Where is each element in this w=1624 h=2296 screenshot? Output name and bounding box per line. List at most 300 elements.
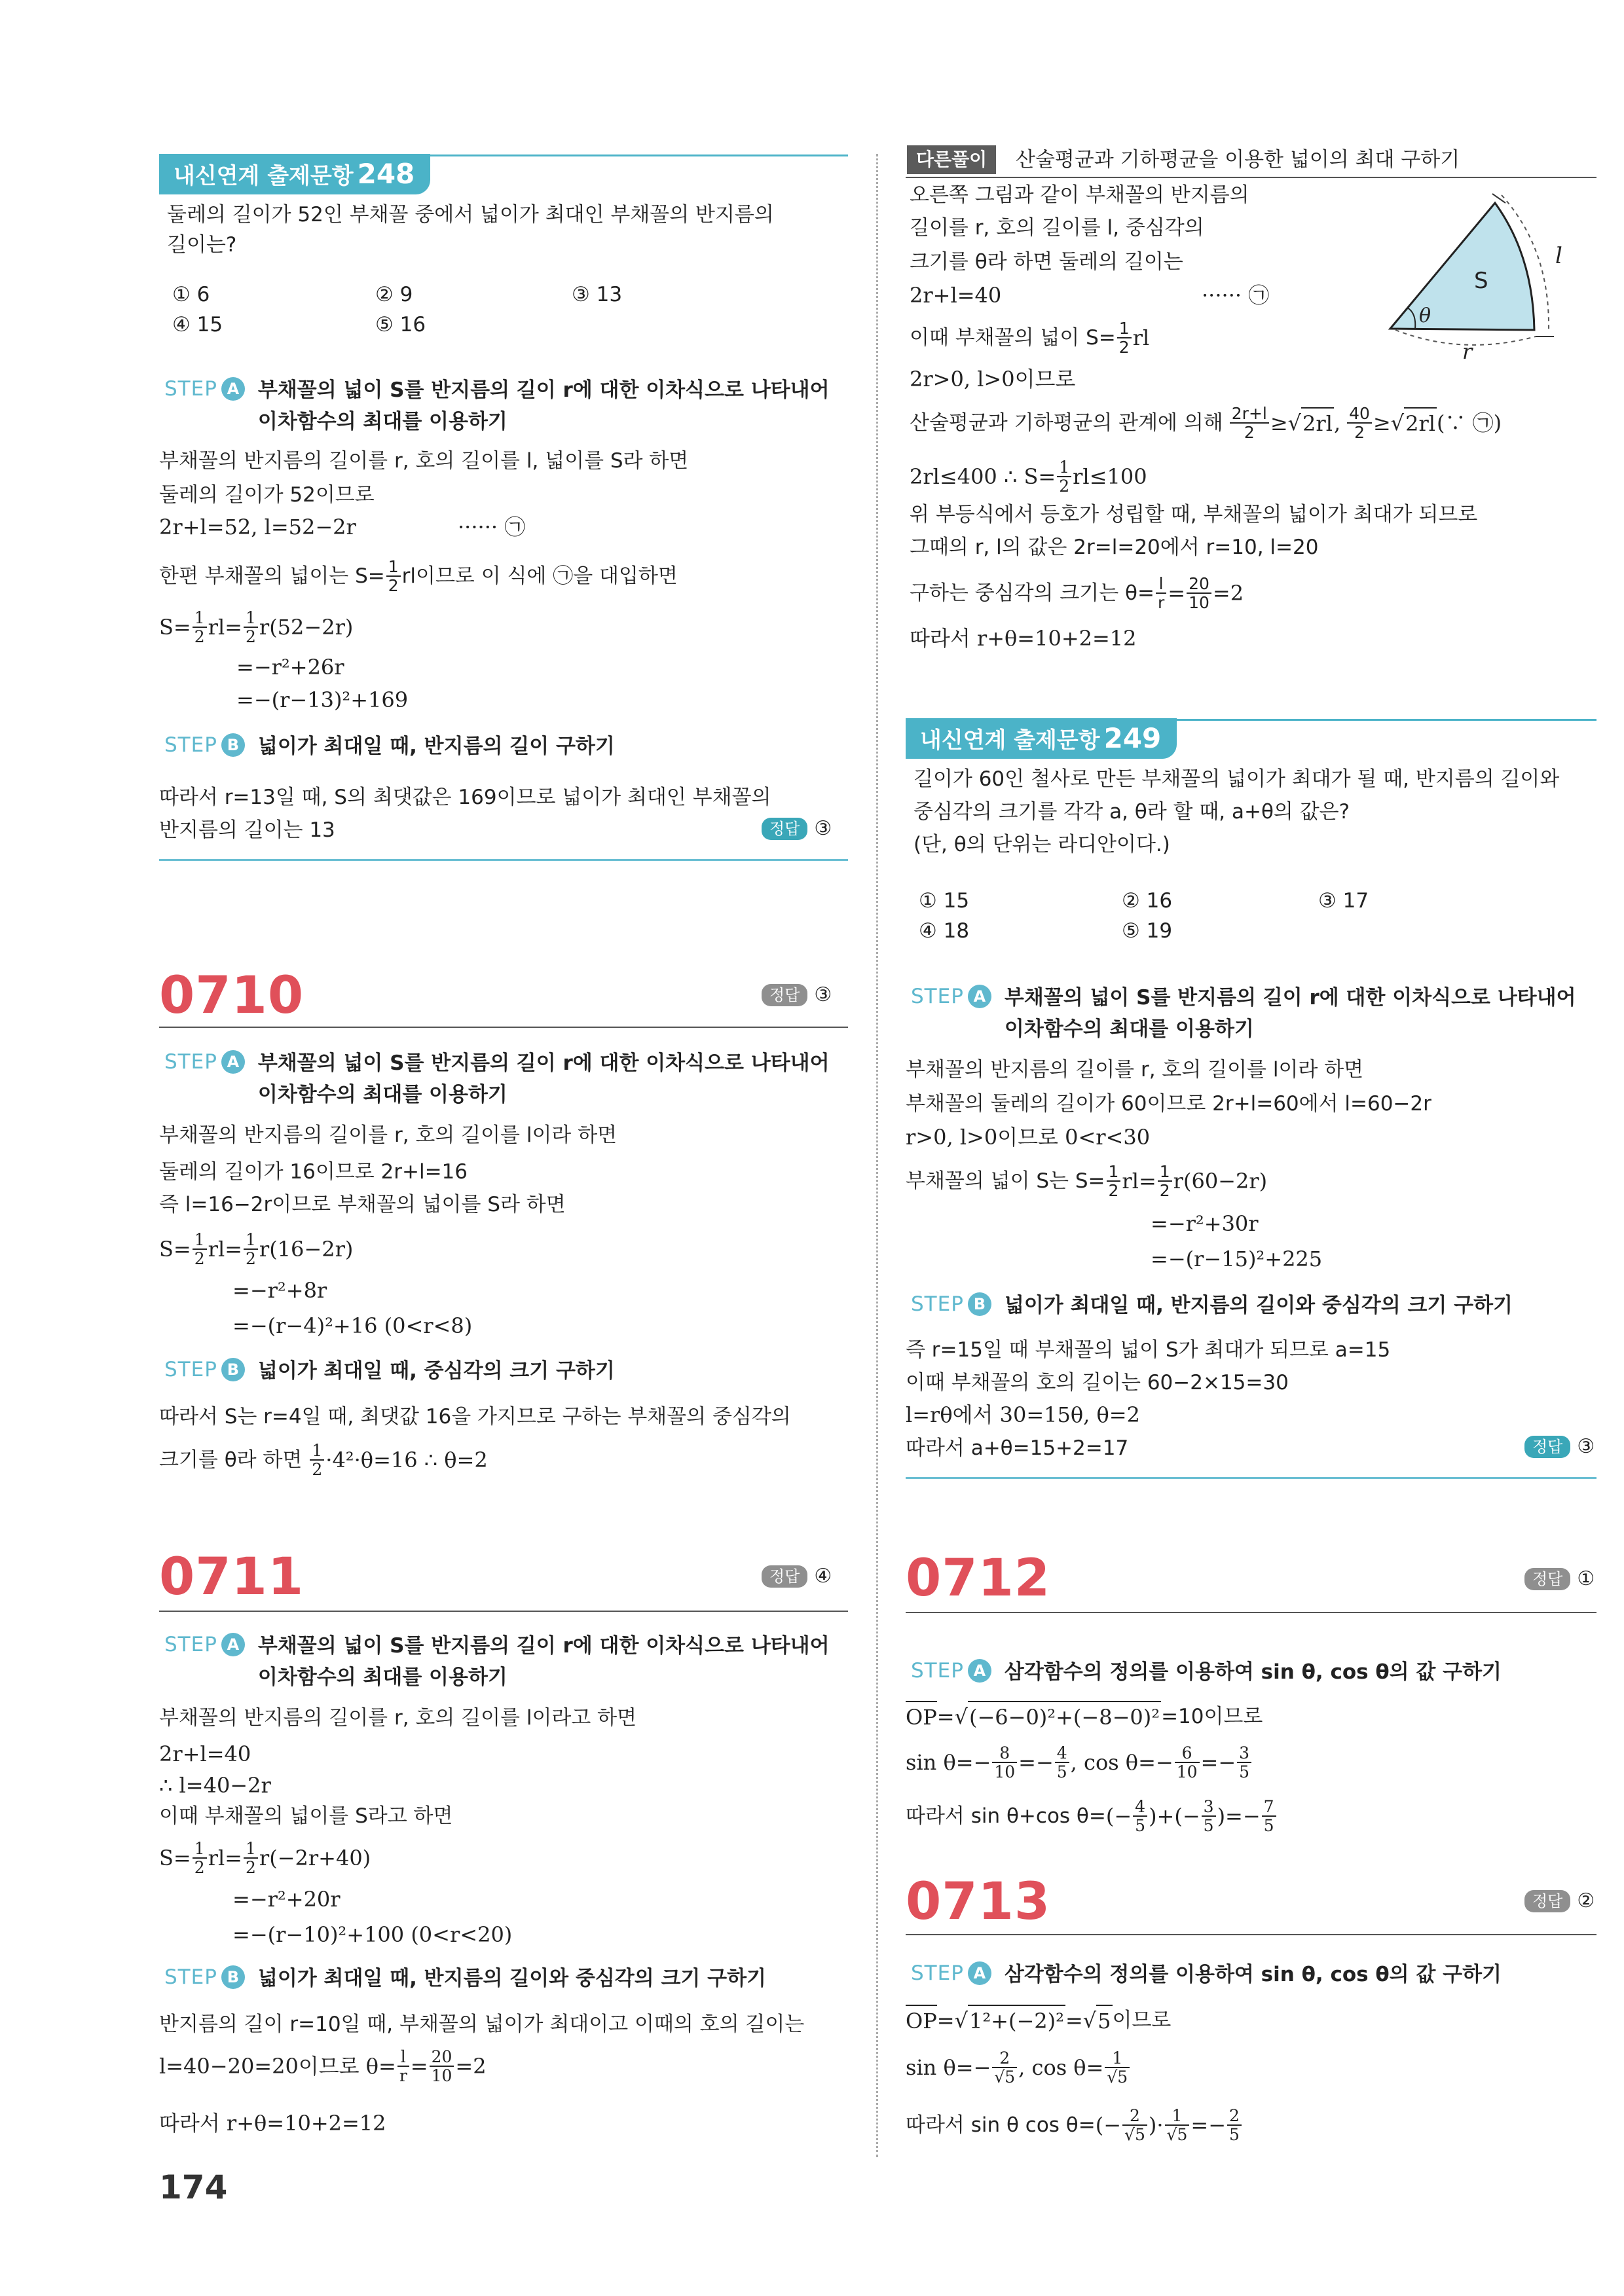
step-letter: A <box>968 1961 991 1985</box>
denominator: 10 <box>1189 593 1209 612</box>
numerator: l <box>1156 575 1166 594</box>
denominator: 5 <box>1135 1816 1146 1835</box>
equation-line <box>159 1840 371 1876</box>
text-part: 이때 부채꼴의 넓이 S= <box>910 326 1116 350</box>
equation-ref: ······ ㉠ <box>1202 283 1270 308</box>
solution-line: 위 부등식에서 등호가 성립할 때, 부채꼴의 넓이가 최대가 되므로 <box>910 503 1478 526</box>
problem-number: 0713 <box>906 1872 1051 1931</box>
eq-part: (− <box>1095 2113 1122 2138</box>
solution-line: 둘레의 길이가 16이므로 2r+l=16 <box>159 1160 468 1184</box>
step-label: STEP <box>911 985 964 1008</box>
equation-line <box>906 2005 1171 2036</box>
eq-part: S= <box>159 1846 191 1870</box>
text-part: =2 <box>1212 581 1244 606</box>
label-theta: θ <box>1419 304 1431 327</box>
numerator: 6 <box>1175 1744 1200 1763</box>
denominator: 2 <box>245 1249 256 1268</box>
denominator: 2 <box>388 576 399 595</box>
denominator: 5 <box>1203 1816 1214 1835</box>
denominator: √5 <box>1107 2068 1128 2086</box>
page-number: 174 <box>159 2168 228 2206</box>
denominator: 2 <box>1108 1181 1119 1200</box>
text-part: (∵ ㉠) <box>1437 410 1502 435</box>
numerator: 1 <box>1107 1163 1121 1182</box>
step-title-line: 이차함수의 최대를 이용하기 <box>1004 1017 1254 1041</box>
text-part: 한편 부채꼴의 넓이는 S= <box>159 564 385 588</box>
choice-2: ② 16 <box>1122 889 1173 913</box>
numerator: 20 <box>430 2048 454 2067</box>
solution-line: 따라서 r=13일 때, S의 최댓값은 169이므로 넓이가 최대인 부채꼴의 <box>159 786 771 809</box>
step-letter: A <box>221 1050 245 1074</box>
solution-line: 따라서 a+θ=15+2=17 <box>906 1436 1129 1460</box>
sqrt-sign: √ <box>1082 2008 1097 2033</box>
step-a <box>911 1959 1502 1990</box>
eq-part: )· <box>1148 2113 1164 2138</box>
eq-part: r(−2r+40) <box>259 1846 371 1870</box>
step-label: STEP <box>911 1659 964 1683</box>
denominator: 5 <box>1056 1762 1067 1781</box>
eq-part: S= <box>159 1237 191 1262</box>
step-a <box>911 982 1576 1045</box>
answer-pill: 정답 <box>1524 1436 1570 1458</box>
fraction-half <box>193 609 207 646</box>
denominator: √5 <box>1166 2125 1188 2144</box>
numerator: 20 <box>1187 575 1211 594</box>
sqrt-content: 5 <box>1096 2005 1112 2036</box>
equation-line: 따라서 r+θ=10+2=12 <box>910 626 1137 651</box>
problem-number: 0710 <box>159 966 304 1025</box>
equation-ref: ······ ㉠ <box>458 515 526 539</box>
choice-5: ⑤ 19 <box>1122 919 1173 943</box>
solution-line <box>906 1163 1267 1199</box>
choice-2: ② 9 <box>375 283 413 306</box>
equation-line: =−r²+30r <box>1151 1211 1259 1236</box>
numerator: 2 <box>1122 2107 1147 2126</box>
equation-line <box>906 1798 1278 1834</box>
equation-line <box>906 1701 1263 1732</box>
badge-number: 248 <box>357 158 415 190</box>
alt-solution-title: 산술평균과 기하평균을 이용한 넓이의 최대 구하기 <box>1016 148 1460 172</box>
eq-part: = <box>936 1704 955 1729</box>
denominator: 2 <box>1159 1181 1170 1200</box>
solution-line: 반지름의 길이는 13 <box>159 818 335 842</box>
step-letter: A <box>968 1659 991 1683</box>
question-line: 길이가 60인 철사로 만든 부채꼴의 넓이가 최대가 될 때, 반지름의 길이와 <box>913 767 1560 791</box>
step-letter: A <box>968 985 991 1008</box>
fraction-half <box>1107 1163 1121 1199</box>
sqrt-sign: √ <box>954 2008 968 2033</box>
denominator: 2 <box>194 1858 205 1877</box>
label-s: S <box>1474 268 1488 294</box>
numerator: 1 <box>1117 319 1132 338</box>
solution-line: 부채꼴의 반지름의 길이를 r, 호의 길이를 l이라 하면 <box>159 1123 618 1147</box>
equation-line <box>159 2048 487 2085</box>
eq-part: sin θ=− <box>906 1750 991 1775</box>
segment-op: OP <box>906 1701 937 1732</box>
solution-line: 즉 l=16−2r이므로 부채꼴의 넓이를 S라 하면 <box>159 1193 566 1216</box>
eq-part: =2 <box>455 2054 487 2079</box>
equation-line: =−(r−10)²+100 (0<r<20) <box>232 1922 513 1947</box>
step-letter: B <box>968 1292 991 1316</box>
fraction-half <box>193 1840 207 1876</box>
sector-figure <box>1364 191 1574 361</box>
step-letter: B <box>221 1965 245 1989</box>
eq-part: = <box>1065 2008 1083 2033</box>
numerator: 1 <box>193 1231 207 1250</box>
answer-pill: 정답 <box>762 818 807 840</box>
numerator: 1 <box>310 1442 324 1461</box>
fraction-half <box>1057 458 1071 495</box>
text-part: ≥ <box>1373 410 1391 435</box>
numerator: 1 <box>193 1840 207 1859</box>
eq-part: 따라서 sin θ+cos θ= <box>906 1804 1106 1828</box>
denominator: √5 <box>994 2068 1016 2086</box>
step-title <box>258 1963 766 1994</box>
numerator: 1 <box>1057 458 1071 477</box>
answer-pill: 정답 <box>762 1565 807 1588</box>
answer-mark <box>1524 1889 1595 1912</box>
denominator: 10 <box>994 1762 1016 1781</box>
choice-1: ① 6 <box>172 283 210 306</box>
question-line: 둘레의 길이가 52인 부채꼴 중에서 넓이가 최대인 부채꼴의 반지름의 <box>167 203 774 227</box>
fraction-half <box>1158 1163 1172 1199</box>
step-title <box>258 1355 615 1387</box>
numerator: 4 <box>1055 1744 1069 1763</box>
step-title <box>258 1630 830 1693</box>
equation-line: =−(r−4)²+16 (0<r<8) <box>232 1313 473 1338</box>
answer-value: ③ <box>814 817 832 840</box>
section-rule <box>906 1934 1596 1935</box>
choice-1: ① 15 <box>919 889 970 913</box>
sqrt-sign: √ <box>1287 410 1302 435</box>
numerator: 1 <box>244 1231 258 1250</box>
badge-tag: 내신연계 출제문항 <box>174 163 354 189</box>
text-part: 부채꼴의 넓이 S는 S= <box>906 1169 1105 1193</box>
step-title <box>258 374 830 437</box>
label-r: r <box>1462 339 1473 361</box>
step-a <box>164 1630 830 1693</box>
solution-line: 부채꼴의 둘레의 길이가 60이므로 2r+l=60에서 l=60−2r <box>906 1092 1431 1116</box>
step-title <box>1005 1656 1502 1688</box>
eq-part: (− <box>1105 1804 1132 1829</box>
answer-mark <box>1524 1567 1595 1590</box>
section-rule <box>906 1612 1596 1613</box>
fraction-half <box>310 1442 324 1478</box>
answer-value: ④ <box>814 1565 832 1588</box>
answer-pill: 정답 <box>1524 1568 1570 1590</box>
step-label: STEP <box>164 733 217 757</box>
step-label: STEP <box>911 1961 964 1985</box>
sqrt-content: (−6−0)²+(−8−0)² <box>968 1701 1161 1732</box>
numerator: 2 <box>1227 2107 1242 2126</box>
text-part: = <box>1168 581 1186 606</box>
solution-line <box>910 319 1149 356</box>
problem-248-header <box>159 155 430 194</box>
question-line: (단, θ의 단위는 라디안이다.) <box>913 833 1170 856</box>
numerator: 1 <box>1165 2107 1190 2126</box>
step-title <box>1005 1959 1502 1990</box>
fraction-4-over-5 <box>1133 1798 1147 1834</box>
eq-part: =− <box>1018 1750 1054 1775</box>
solution-line: 둘레의 길이가 52이므로 <box>159 483 375 507</box>
choice-5: ⑤ 16 <box>375 313 426 337</box>
eq-part: rl= <box>208 615 242 640</box>
equation-line: r>0, l>0이므로 0<r<30 <box>906 1125 1151 1150</box>
denominator: 2 <box>194 627 205 646</box>
eq-part: 따라서 sin θ cos θ= <box>906 2113 1096 2137</box>
section-rule <box>159 859 848 861</box>
solution-line: 부채꼴의 반지름의 길이를 r, 호의 길이를 l이라 하면 <box>906 1058 1364 1082</box>
answer-value: ① <box>1577 1567 1595 1590</box>
step-label: STEP <box>164 1965 217 1989</box>
numerator: 1 <box>244 1840 258 1859</box>
step-title <box>258 1048 830 1110</box>
answer-pill: 정답 <box>1524 1890 1570 1912</box>
step-label: STEP <box>164 1633 217 1656</box>
badge-tag: 내신연계 출제문항 <box>920 727 1100 754</box>
fraction-2-over-root5 <box>992 2049 1017 2086</box>
fraction-half <box>244 1231 258 1267</box>
step-title-line: 부채꼴의 넓이 S를 반지름의 길이 r에 대한 이차식으로 나타내어 <box>257 378 830 402</box>
step-b <box>911 1290 1513 1321</box>
eq-part: r(16−2r) <box>259 1237 354 1262</box>
step-b <box>164 1963 766 1994</box>
fraction-am <box>1230 405 1269 441</box>
denominator: √5 <box>1124 2125 1145 2144</box>
segment-op: OP <box>906 2005 937 2036</box>
sqrt-content: 1²+(−2)² <box>968 2005 1065 2036</box>
label-l: l <box>1555 243 1562 269</box>
eq-part: l=40−20=20이므로 θ= <box>159 2054 396 2079</box>
sqrt-sign: √ <box>1390 410 1405 435</box>
choice-3: ③ 17 <box>1318 889 1369 913</box>
step-a <box>164 374 830 437</box>
sqrt-content: 2rl <box>1404 407 1437 439</box>
choice-4: ④ 15 <box>172 313 223 337</box>
choice-4: ④ 18 <box>919 919 970 943</box>
fraction-7-over-5 <box>1262 1798 1276 1834</box>
eq-part: r(52−2r) <box>259 615 354 640</box>
step-title-line: 삼각함수의 정의를 이용하여 sin θ, cos θ의 값 구하기 <box>1004 1963 1502 1986</box>
eq-part: rl≤100 <box>1073 464 1147 489</box>
problem-249-header <box>906 719 1177 758</box>
solution-line: 부채꼴의 반지름의 길이를 r, 호의 길이를 l이라고 하면 <box>159 1706 637 1730</box>
step-title <box>1005 1290 1513 1321</box>
sqrt-sign: √ <box>954 1704 968 1729</box>
solution-line <box>910 575 1244 611</box>
numerator: 2r+l <box>1230 405 1269 424</box>
section-rule <box>159 1611 848 1612</box>
text-part: rl= <box>1122 1169 1156 1194</box>
column-divider <box>876 154 878 2157</box>
fraction-2-over-root5 <box>1122 2107 1147 2143</box>
fraction-40-over-2 <box>1347 405 1372 441</box>
numerator: 1 <box>1105 2049 1130 2068</box>
step-letter: B <box>221 1358 245 1381</box>
step-label: STEP <box>164 377 217 401</box>
answer-pill: 정답 <box>762 984 807 1006</box>
numerator: 2 <box>992 2049 1017 2068</box>
fraction-half <box>193 1231 207 1267</box>
numerator: 1 <box>244 609 258 628</box>
eq-part: )=− <box>1217 1804 1261 1829</box>
eq-part: = <box>410 2054 428 2079</box>
denominator: 2 <box>1354 423 1365 442</box>
equation-line: l=rθ에서 30=15θ, θ=2 <box>906 1402 1140 1427</box>
solution-line: 반지름의 길이 r=10일 때, 부채꼴의 넓이가 최대이고 이때의 호의 길이는 <box>159 2013 805 2036</box>
answer-mark <box>762 983 832 1006</box>
step-title-line: 삼각함수의 정의를 이용하여 sin θ, cos θ의 값 구하기 <box>1004 1660 1502 1684</box>
equation-line: =−r²+8r <box>232 1278 327 1303</box>
text-part: ≥ <box>1270 410 1288 435</box>
step-label: STEP <box>164 1358 217 1381</box>
fraction-half <box>244 609 258 646</box>
equation-line <box>159 1231 353 1267</box>
equation-line <box>906 2049 1131 2086</box>
fraction-half <box>1117 319 1132 356</box>
solution-line: 이때 부채꼴의 호의 길이는 60−2×15=30 <box>906 1371 1289 1394</box>
solution-line: 그때의 r, l의 값은 2r=l=20에서 r=10, l=20 <box>910 536 1319 559</box>
solution-line: 오른쪽 그림과 같이 부채꼴의 반지름의 <box>910 183 1249 207</box>
equation-line: ∴ l=40−2r <box>159 1773 271 1798</box>
fraction-1-over-root5 <box>1165 2107 1190 2143</box>
denominator: 2 <box>245 1858 256 1877</box>
numerator: l <box>397 2048 409 2067</box>
fraction-4-over-5 <box>1055 1744 1069 1781</box>
solution-line: 크기를 θ라 하면 둘레의 길이는 <box>910 250 1183 274</box>
step-b <box>164 1355 615 1387</box>
equation-line <box>906 1744 1253 1781</box>
answer-mark <box>762 1565 832 1588</box>
numerator: 8 <box>992 1744 1017 1763</box>
eq-part: =− <box>1200 1750 1236 1775</box>
sqrt-content: 2rl <box>1301 407 1334 439</box>
section-rule <box>906 1477 1596 1479</box>
denominator: 2 <box>312 1460 323 1479</box>
equation-line <box>159 1442 488 1478</box>
denominator: 5 <box>1239 1762 1250 1781</box>
solution-line <box>159 558 678 594</box>
equation-line <box>159 609 353 646</box>
step-b <box>164 731 615 762</box>
text-part: 구하는 중심각의 크기는 θ= <box>910 581 1154 605</box>
eq-part: S= <box>159 615 191 640</box>
step-a <box>911 1656 1502 1688</box>
fraction-1-over-root5 <box>1105 2049 1130 2086</box>
choice-3: ③ 13 <box>572 283 623 306</box>
denominator: 2 <box>245 627 256 646</box>
fraction-half <box>244 1840 258 1876</box>
problem-248-badge <box>159 154 430 194</box>
numerator: 3 <box>1237 1744 1251 1763</box>
equation-line <box>910 458 1147 495</box>
numerator: 1 <box>193 609 207 628</box>
eq-part: sin θ=− <box>906 2055 991 2080</box>
eq-part: ·4²·θ=16 ∴ θ=2 <box>325 1448 488 1472</box>
eq-part: 이므로 <box>1112 2009 1172 2032</box>
step-title-line: 부채꼴의 넓이 S를 반지름의 길이 r에 대한 이차식으로 나타내어 <box>257 1051 830 1075</box>
step-letter: B <box>221 733 245 757</box>
fraction-3-over-5 <box>1237 1744 1251 1781</box>
equation-line: 2r+l=52, l=52−2r <box>159 515 356 539</box>
question-line: 중심각의 크기를 각각 a, θ라 할 때, a+θ의 값은? <box>913 800 1350 824</box>
step-label: STEP <box>911 1292 964 1316</box>
answer-value: ② <box>1577 1889 1595 1912</box>
equation-line: =−r²+20r <box>232 1887 341 1912</box>
eq-part: = <box>936 2008 955 2033</box>
equation-line: 2r+l=40 <box>159 1741 251 1766</box>
solution-line <box>910 405 1502 441</box>
equation-line: =−r²+26r <box>236 655 344 680</box>
numerator: 40 <box>1347 405 1372 424</box>
problem-number: 0711 <box>159 1548 304 1607</box>
denominator: 10 <box>1176 1762 1198 1781</box>
step-title-line: 넓이가 최대일 때, 반지름의 길이와 중심각의 크기 구하기 <box>1004 1294 1513 1317</box>
answer-mark <box>1524 1435 1595 1458</box>
step-title-line: 부채꼴의 넓이 S를 반지름의 길이 r에 대한 이차식으로 나타내어 <box>1004 986 1576 1010</box>
fraction-6-over-10 <box>1175 1744 1200 1781</box>
numerator: 4 <box>1133 1798 1147 1817</box>
eq-part: =− <box>1190 2113 1226 2138</box>
numerator: 7 <box>1262 1798 1276 1817</box>
denominator: r <box>1157 593 1165 612</box>
alt-solution-tag: 다른풀이 <box>907 145 996 174</box>
eq-part: rl= <box>208 1846 242 1870</box>
text-part: r(60−2r) <box>1173 1169 1268 1194</box>
fraction-half <box>386 558 401 594</box>
fraction-3-over-5 <box>1202 1798 1216 1834</box>
step-title <box>258 731 615 762</box>
denominator: r <box>399 2066 407 2085</box>
denominator: 2 <box>1118 338 1130 357</box>
step-title-line: 넓이가 최대일 때, 반지름의 길이 구하기 <box>257 735 615 758</box>
eq-part: , cos θ= <box>1018 2055 1104 2080</box>
fraction-8-over-10 <box>992 1744 1017 1781</box>
fraction-l-over-r <box>397 2048 409 2085</box>
section-rule <box>159 1027 848 1028</box>
eq-part: rl= <box>208 1237 242 1262</box>
eq-part: 크기를 θ라 하면 <box>159 1448 303 1472</box>
numerator: 3 <box>1202 1798 1216 1817</box>
denominator: 5 <box>1263 1816 1274 1835</box>
denominator: 2 <box>1059 477 1070 496</box>
step-title-line: 넓이가 최대일 때, 반지름의 길이와 중심각의 크기 구하기 <box>257 1967 766 1990</box>
solution-line: 이때 부채꼴의 넓이를 S라고 하면 <box>159 1804 453 1828</box>
equation-line: =−(r−13)²+169 <box>236 687 409 712</box>
step-title-line: 이차함수의 최대를 이용하기 <box>257 1083 507 1106</box>
answer-mark <box>762 817 832 840</box>
step-title-line: 넓이가 최대일 때, 중심각의 크기 구하기 <box>257 1359 615 1383</box>
numerator: 1 <box>1158 1163 1172 1182</box>
solution-line: 따라서 S는 r=4일 때, 최댓값 16을 가지므로 구하는 부채꼴의 중심각의 <box>159 1405 791 1429</box>
eq-part: 2rl≤400 ∴ S= <box>910 464 1056 489</box>
text-part: 산술평균과 기하평균의 관계에 의해 <box>910 411 1223 435</box>
answer-value: ③ <box>814 983 832 1006</box>
text-part: rl이므로 이 식에 ㉠을 대입하면 <box>401 564 678 588</box>
step-title-line: 이차함수의 최대를 이용하기 <box>257 1666 507 1689</box>
equation-line <box>906 2107 1243 2143</box>
fraction-20-over-10 <box>430 2048 454 2085</box>
denominator: 2 <box>194 1249 205 1268</box>
step-title-line: 부채꼴의 넓이 S를 반지름의 길이 r에 대한 이차식으로 나타내어 <box>257 1634 830 1658</box>
eq-part: =10이므로 <box>1161 1705 1263 1728</box>
step-label: STEP <box>164 1050 217 1074</box>
solution-line: 부채꼴의 반지름의 길이를 r, 호의 길이를 l, 넓이를 S라 하면 <box>159 449 689 473</box>
equation-line: 2r>0, l>0이므로 <box>910 367 1076 392</box>
equation-line: =−(r−15)²+225 <box>1151 1247 1323 1271</box>
step-title-line: 이차함수의 최대를 이용하기 <box>257 410 507 433</box>
problem-249-badge <box>906 718 1177 759</box>
